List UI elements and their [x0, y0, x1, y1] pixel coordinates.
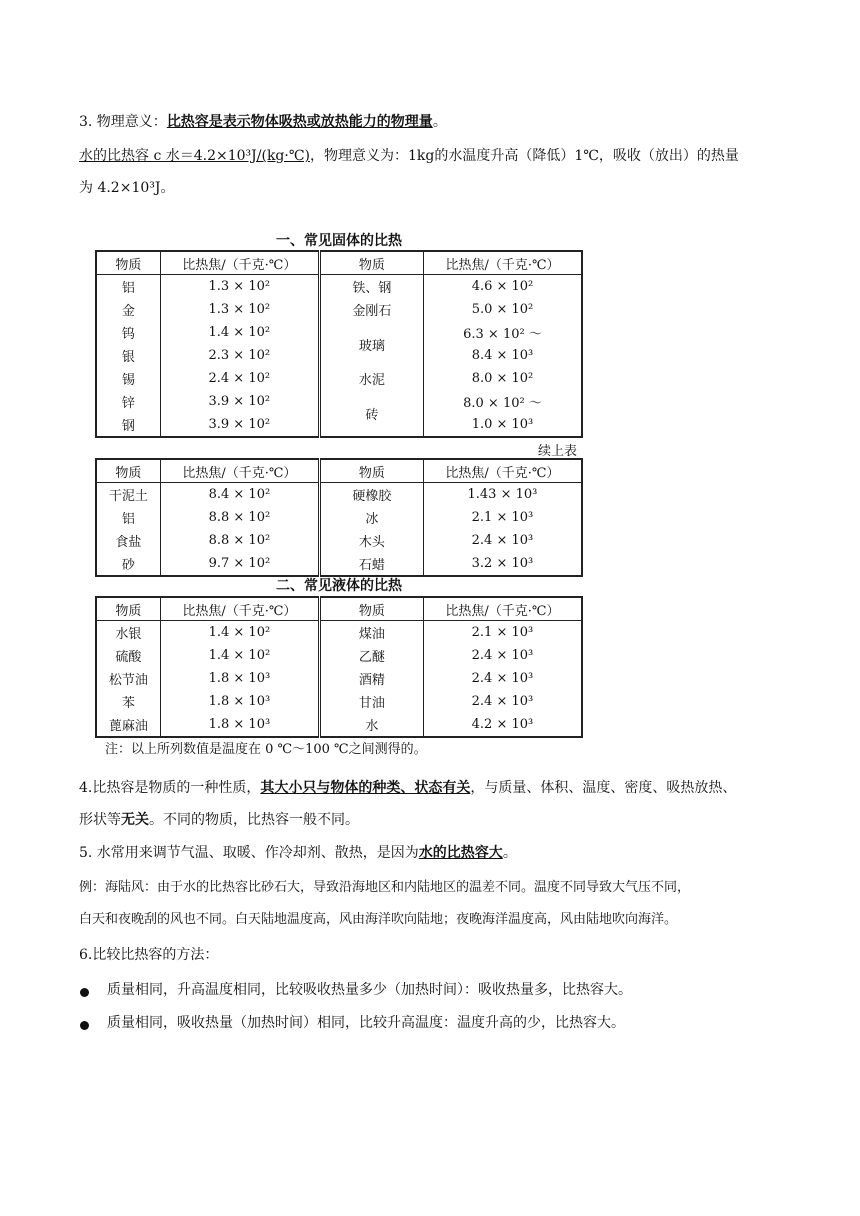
table-row: 锌 3.9 × 10² 砖 8.0 × 10² ～ — [96, 390, 582, 413]
table-row: 铝 8.8 × 10² 冰 2.1 × 10³ — [96, 506, 582, 529]
header-specific-heat: 比热焦/（千克·℃） — [160, 251, 319, 275]
example-line-1: 例：海陆风：由于水的比热容比砂石大，导致沿海地区和内陆地区的温差不同。温度不同导致大气压不同， — [79, 880, 691, 895]
water-specific-heat-line: 水的比热容 c 水＝4.2×10³J/(kg·℃)，物理意义为：1kg的水温度升高（降低）1℃，吸收（放出）的热量 — [79, 148, 739, 164]
table-row: 钨 1.4 × 10² 玻璃 6.3 × 10² ～ — [96, 321, 582, 344]
list-item: 质量相同，升高温度相同，比较吸收热量多少（加热时间）：吸收热量多，比热容大。 — [107, 982, 632, 998]
header-substance: 物质 — [319, 459, 423, 483]
table-row: 银 2.3 × 10² 8.4 × 10³ — [96, 344, 582, 367]
solid-specific-heat-table — [95, 250, 583, 438]
table-1-title: 一、常见固体的比热 — [276, 233, 402, 249]
section-4-line-2: 形状等无关。不同的物质，比热容一般不同。 — [79, 812, 359, 828]
bullet-icon — [80, 988, 89, 997]
water-formula: 水的比热容 c 水＝4.2×10³J/(kg·℃) — [79, 148, 310, 164]
header-substance: 物质 — [319, 597, 423, 621]
table-note: 注：以上所列数值是温度在 0 ℃～100 ℃之间测得的。 — [105, 742, 427, 757]
table-row: 钢 3.9 × 10² 1.0 × 10³ — [96, 413, 582, 437]
header-substance: 物质 — [96, 459, 160, 483]
continued-label: 续上表 — [537, 444, 577, 459]
table-row: 水银 1.4 × 10² 煤油 2.1 × 10³ — [96, 621, 582, 645]
table-row: 蓖麻油 1.8 × 10³ 水 4.2 × 10³ — [96, 713, 582, 737]
water-specific-heat-line-2: 为 4.2×10³J。 — [79, 180, 175, 196]
section-4-line: 4.比热容是物质的一种性质，其大小只与物体的种类、状态有关，与质量、体积、温度、密度、吸热放热、 — [79, 780, 737, 796]
section-5-line: 5. 水常用来调节气温、取暖、作冷却剂、散热，是因为水的比热容大。 — [79, 845, 517, 861]
liquid-specific-heat-table — [95, 596, 583, 738]
bullet-icon — [80, 1021, 89, 1030]
table-row: 砂 9.7 × 10² 石蜡 3.2 × 10³ — [96, 552, 582, 576]
table-row: 苯 1.8 × 10³ 甘油 2.4 × 10³ — [96, 690, 582, 713]
section-3-emphasis: 比热容是表示物体吸热或放热能力的物理量 — [166, 114, 433, 130]
section-4-emphasis-2: 无关 — [121, 812, 149, 828]
section-3-line: 3. 物理意义：比热容是表示物体吸热或放热能力的物理量。 — [79, 114, 447, 130]
header-specific-heat: 比热焦/（千克·℃） — [160, 459, 319, 483]
table-row: 铝 1.3 × 10² 铁、钢 4.6 × 10² — [96, 275, 582, 299]
table-row: 硫酸 1.4 × 10² 乙醚 2.4 × 10³ — [96, 644, 582, 667]
header-specific-heat: 比热焦/（千克·℃） — [423, 251, 582, 275]
header-substance: 物质 — [96, 597, 160, 621]
table-row: 干泥土 8.4 × 10² 硬橡胶 1.43 × 10³ — [96, 483, 582, 507]
section-6-title: 6.比较比热容的方法： — [79, 947, 219, 963]
header-specific-heat: 比热焦/（千克·℃） — [423, 597, 582, 621]
header-substance: 物质 — [96, 251, 160, 275]
table-row: 金 1.3 × 10² 金刚石 5.0 × 10² — [96, 298, 582, 321]
solid-specific-heat-table-continued — [95, 458, 583, 577]
example-line-2: 白天和夜晚刮的风也不同。白天陆地温度高，风由海洋吹向陆地；夜晚海洋温度高，风由陆地吹向海洋。 — [79, 912, 678, 927]
table-row: 松节油 1.8 × 10³ 酒精 2.4 × 10³ — [96, 667, 582, 690]
table-3-title: 二、常见液体的比热 — [276, 578, 402, 594]
list-item: 质量相同，吸收热量（加热时间）相同，比较升高温度：温度升高的少，比热容大。 — [107, 1015, 625, 1031]
header-specific-heat: 比热焦/（千克·℃） — [160, 597, 319, 621]
header-substance: 物质 — [319, 251, 423, 275]
header-specific-heat: 比热焦/（千克·℃） — [423, 459, 582, 483]
table-row: 食盐 8.8 × 10² 木头 2.4 × 10³ — [96, 529, 582, 552]
section-5-emphasis: 水的比热容大 — [418, 845, 503, 861]
table-row: 锡 2.4 × 10² 水泥 8.0 × 10² — [96, 367, 582, 390]
section-4-emphasis: 其大小只与物体的种类、状态有关 — [260, 780, 471, 796]
